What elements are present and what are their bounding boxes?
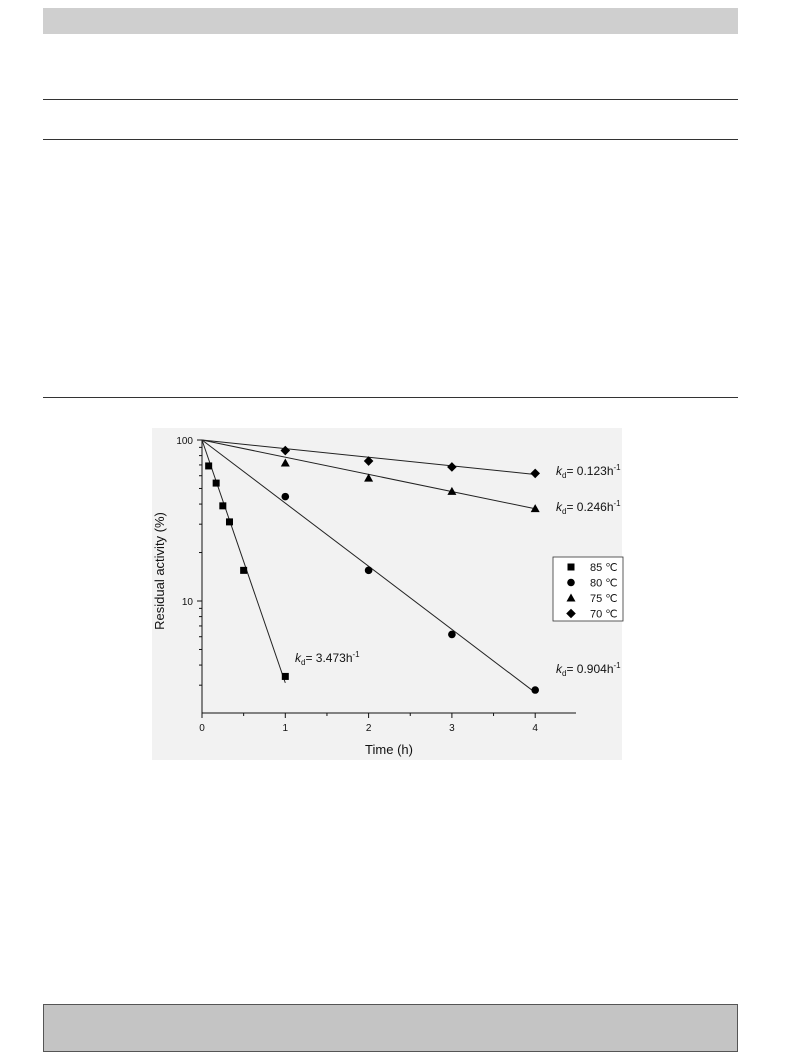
- data-point: [281, 458, 290, 466]
- legend-label: 80 ℃: [590, 577, 618, 590]
- kd-label: $k_d= 0.123h^{-1}$: [556, 463, 621, 480]
- x-tick-label: 4: [532, 723, 538, 734]
- fit-line: [202, 440, 285, 683]
- data-point: [240, 567, 247, 574]
- legend-label: 85 ℃: [590, 562, 618, 574]
- data-point: [448, 631, 456, 639]
- data-point: [531, 686, 539, 694]
- kd-label: $k_d= 3.473h^{-1}$: [295, 650, 360, 667]
- data-point: [365, 567, 373, 575]
- x-tick-label: 3: [449, 723, 455, 734]
- data-point: [219, 502, 226, 509]
- kd-label: $k_d= 0.246h^{-1}$: [556, 499, 621, 516]
- data-point: [530, 469, 540, 479]
- legend: [553, 557, 623, 621]
- x-axis-label: Time (h): [365, 742, 413, 757]
- y-axis-label: Residual activity (%): [152, 512, 167, 630]
- x-tick-label: 2: [365, 723, 372, 734]
- legend-marker: [567, 579, 575, 587]
- chart-axes: [176, 436, 576, 734]
- data-point: [282, 493, 290, 501]
- legend-label: 70 ℃: [590, 608, 618, 621]
- data-point: [282, 673, 289, 680]
- y-tick-label: 10: [181, 597, 193, 608]
- data-point: [281, 446, 291, 456]
- data-point: [205, 462, 212, 469]
- data-point: [447, 462, 457, 472]
- kd-label: $k_d= 0.904h^{-1}$: [556, 661, 621, 678]
- data-point: [213, 480, 220, 487]
- footer-box: [43, 1004, 738, 1052]
- legend-marker: [568, 564, 575, 571]
- legend-label: 75 ℃: [590, 593, 618, 605]
- data-point: [226, 518, 233, 525]
- y-tick-label: 100: [176, 436, 193, 447]
- x-tick-label: 1: [282, 723, 289, 734]
- x-tick-label: 0: [199, 723, 205, 734]
